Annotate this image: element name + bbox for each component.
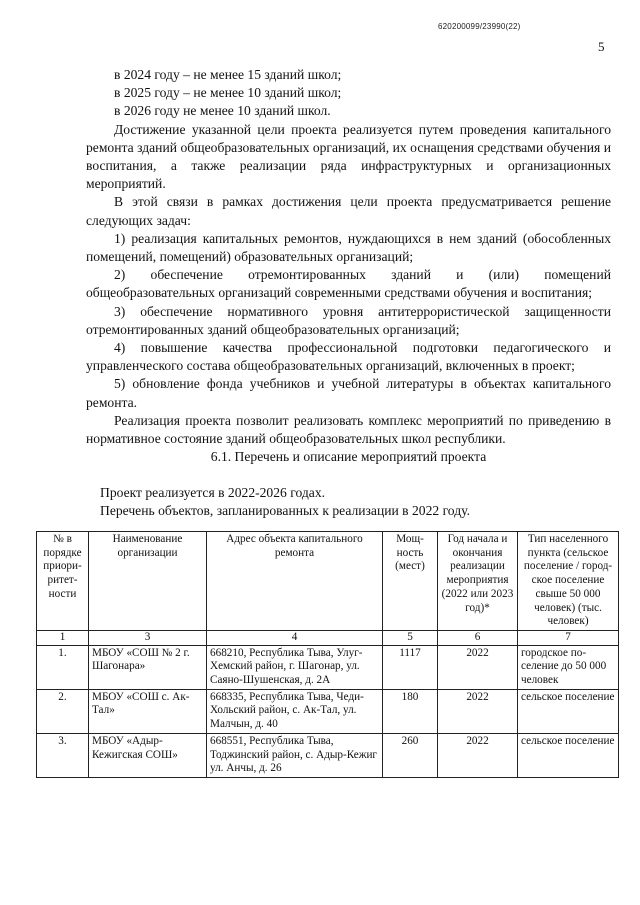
- column-number: 5: [383, 630, 438, 645]
- body-text: [86, 66, 611, 448]
- cell-address: 668210, Республика Тыва, Улуг-Хемский район, г. Шагонар, ул. Саяно-Шушенская, д. 2А: [207, 645, 383, 689]
- cell-capacity: 1117: [383, 645, 438, 689]
- cell-years: 2022: [438, 645, 518, 689]
- column-header-organization: Наименование организации: [89, 532, 207, 631]
- column-header-years: Год начала и окончания реализации мероприятия (2022 или 2023 год)*: [438, 532, 518, 631]
- paragraph: Достижение указанной цели проекта реализуется путем проведения капитального ремонта зданий общеобразовательных организаций, их оснащения средствами обучения и воспитания, а также реализации ряда инфраструктурных и организационных мероприятий.: [86, 121, 611, 192]
- cell-settlement-type: сельское поселение: [518, 733, 619, 777]
- section-intro: [86, 484, 611, 521]
- paragraph: в 2025 году – не менее 10 зданий школ;: [114, 85, 342, 101]
- section-title: 6.1. Перечень и описание мероприятий проекта: [210, 449, 487, 464]
- paragraph: Реализация проекта позволит реализовать комплекс мероприятий по приведению в нормативное состояние зданий общеобразовательных школ республики.: [86, 412, 611, 447]
- cell-capacity: 260: [383, 733, 438, 777]
- table-row: [37, 645, 619, 689]
- cell-priority: 3.: [37, 733, 89, 777]
- column-header-address: Адрес объекта капитального ремонта: [207, 532, 383, 631]
- paragraph: 3) обеспечение нормативного уровня антитеррористической защищенности отремонтированных зданий общеобразовательных организаций;: [86, 303, 611, 337]
- cell-organization: МБОУ «Адыр-Кежигская СОШ»: [89, 733, 207, 777]
- column-number: 7: [518, 630, 619, 645]
- cell-priority: 2.: [37, 689, 89, 733]
- column-number: 3: [89, 630, 207, 645]
- column-number: 6: [438, 630, 518, 645]
- column-number: 4: [207, 630, 383, 645]
- paragraph: 2) обеспечение отремонтированных зданий и (или) помещений общеобразовательных организаций современными средствами обучения и воспитания;: [86, 267, 611, 301]
- cell-capacity: 180: [383, 689, 438, 733]
- column-header-settlement-type: Тип населенного пункта (сельское поселение / городское поселение свыше 50 000 человек) (тыс. человек): [518, 532, 619, 631]
- column-number: 1: [37, 630, 89, 645]
- cell-settlement-type: городское поселение до 50 000 человек: [518, 645, 619, 689]
- table-row: [37, 733, 619, 777]
- table-row: [37, 689, 619, 733]
- cell-address: 668551, Республика Тыва, Тоджинский район, с. Адыр-Кежиг ул. Анчы, д. 26: [207, 733, 383, 777]
- table-header-row: [37, 532, 619, 631]
- column-header-capacity: Мощность (мест): [383, 532, 438, 631]
- cell-priority: 1.: [37, 645, 89, 689]
- cell-years: 2022: [438, 689, 518, 733]
- cell-organization: МБОУ «СОШ с. Ак-Тал»: [89, 689, 207, 733]
- column-number-row: [37, 630, 619, 645]
- cell-organization: МБОУ «СОШ № 2 г. Шагонара»: [89, 645, 207, 689]
- paragraph: В этой связи в рамках достижения цели проекта предусматривается решение следующих задач:: [86, 194, 611, 228]
- objects-table: [36, 531, 619, 778]
- paragraph: 1) реализация капитальных ремонтов, нуждающихся в нем зданий (обособленных помещений, помещений) образовательных организаций;: [86, 230, 611, 265]
- intro-line: Проект реализуется в 2022-2026 годах.: [100, 485, 326, 500]
- paragraph: 5) обновление фонда учебников и учебной литературы в объектах капитального ремонта.: [86, 376, 611, 410]
- paragraph: в 2024 году – не менее 15 зданий школ;: [114, 67, 342, 82]
- cell-years: 2022: [438, 733, 518, 777]
- document-id: 620200099/23990(22): [438, 22, 521, 31]
- column-header-priority: № в порядке приориритетности: [37, 532, 89, 631]
- paragraph: 4) повышение качества профессиональной подготовки педагогического и управленческого состава общеобразовательных организаций, включенных в проект;: [86, 340, 611, 374]
- intro-line: Перечень объектов, запланированных к реализации в 2022 году.: [100, 503, 470, 519]
- page-number: 5: [598, 39, 605, 54]
- cell-settlement-type: сельское поселение: [518, 689, 619, 733]
- paragraph: в 2026 году не менее 10 зданий школ.: [114, 103, 331, 119]
- cell-address: 668335, Республика Тыва, Чеди-Хольский район, с. Ак-Тал, ул. Малчын, д. 40: [207, 689, 383, 733]
